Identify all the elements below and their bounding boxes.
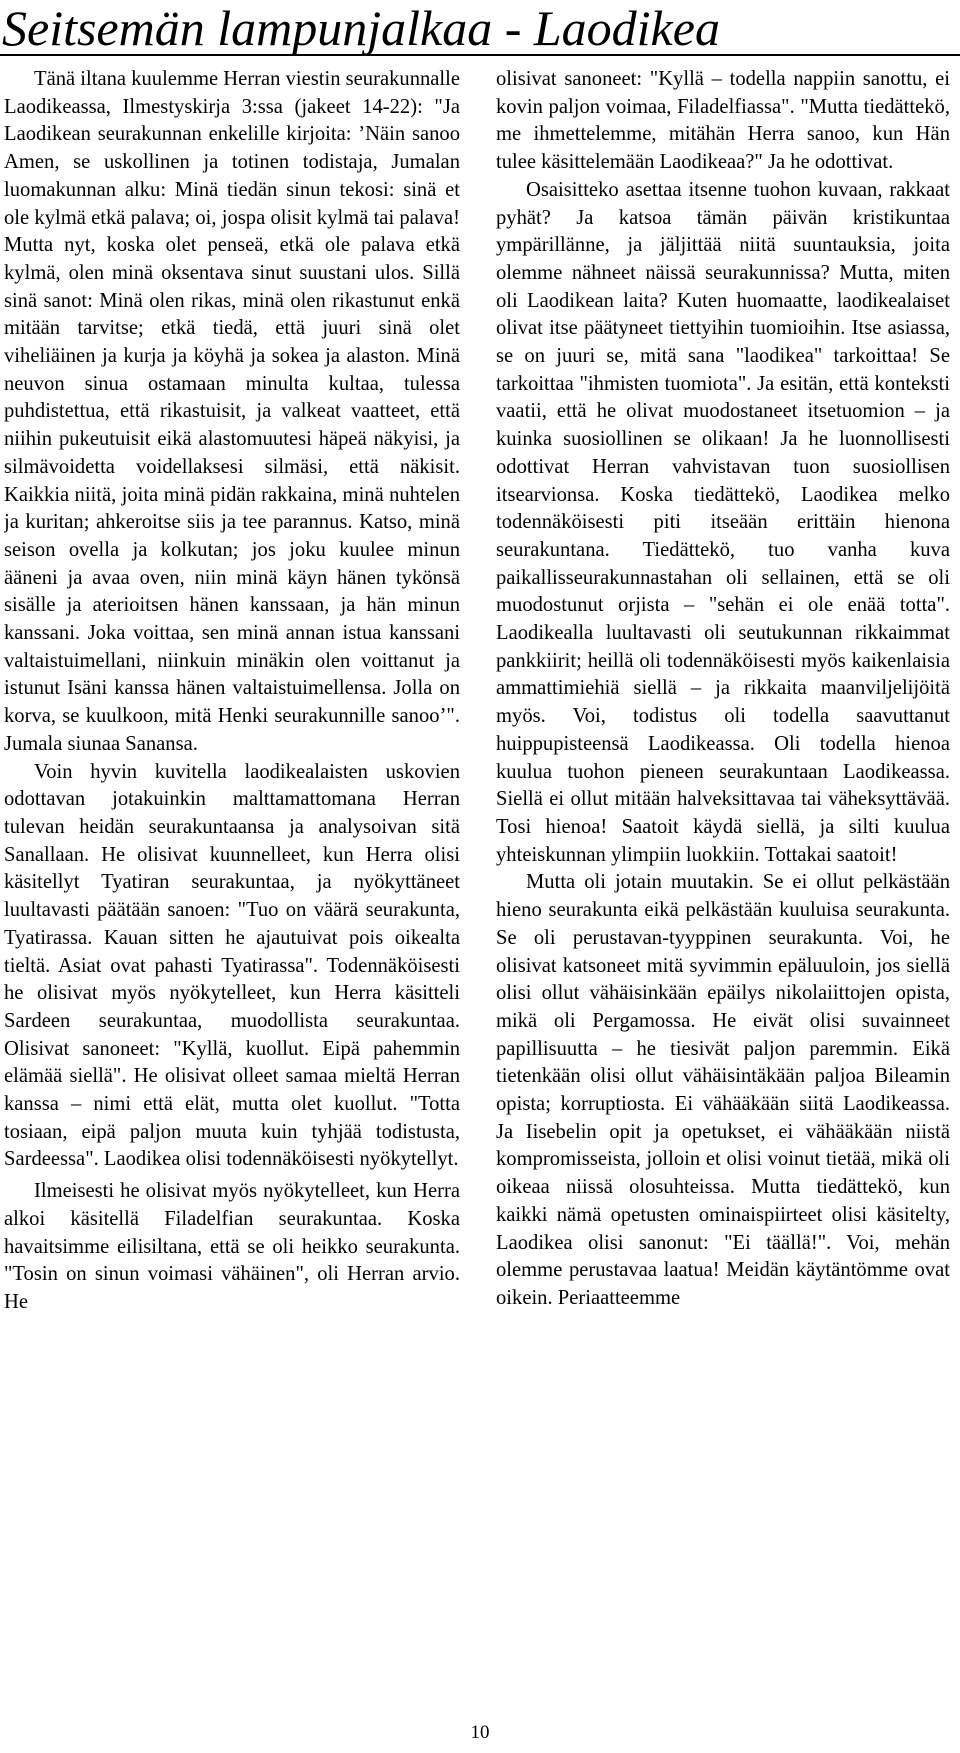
page-number: 10 (470, 1722, 490, 1743)
left-column (4, 66, 460, 1671)
paragraph: Mutta oli jotain muutakin. Se ei ollut pelkästään hieno seurakunta eikä pelkästään kuuluisa seurakunta. Se oli perustavan-tyyppinen seurakunta. Voi, he olisivat katsoneet mitä syvimmin epäluuloin, jos siellä olisi ollut vähäisinkään epäilys nikolaiittojen opista, mikä oli Pergamossa. He eivät olisi suvainneet papillisuutta – he tiesivät paljon paremmin. Eikä tietenkään olisi ollut vähäisintäkään paljoa Bileamin opista; korruptiosta. Ei vähääkään siitä Laodikeassa. Ja Iisebelin opit ja opetukset, ei vähääkään niistä kompromisseista, jolloin et olisi voinut tietää, mikä oli oikeaa niissä olosuhteissa. Mutta tiedättekö, kun kaikki nämä opetusten ominaispiirteet olisi käsitelty, Laodikea olisi sanonut: "Ei täällä!". Voi, mehän olemme perustavaa laatua! Meidän käytäntömme ovat oikein. Periaatteemme (496, 871, 950, 1309)
paragraph: Voin hyvin kuvitella laodikealaisten uskovien odottavan jotakuinkin malttamattomana Herran tulevan heidän seurakuntaansa ja analysoivan sitä Sanallaan. He olisivat kuunnelleet, kun Herra olisi käsitellyt Tyatiran seurakuntaa, ja nyökyttäneet luultavasti päätään sanoen: "Tuo on väärä seurakunta, Tyatirassa. Kauan sitten he ajautuivat pois oikealta tieltä. Asiat ovat pahasti Tyatirassa". Todennäköisesti he olisivat myös nyökytelleet, kun Herra käsitteli Sardeen seurakuntaa, muodollista seurakuntaa. Olisivat sanoneet: "Kyllä, kuollut. Eipä pahemmin elämää siellä". He olisivat olleet samaa mieltä Herran kanssa – nimi että elät, mutta olet kuollut. "Totta tosiaan, eipä paljon muuta kuin tyhjää todistusta, Sardeessa". Laodikea olisi todennäköisesti nyökytellyt. (4, 760, 460, 1171)
right-column (496, 66, 950, 1671)
paragraph: Ilmeisesti he olisivat myös nyökytelleet, kun Herra alkoi käsitellä Filadelfian seurakuntaa. Koska havaitsimme eilisiltana, että se oli heikko seurakunta. "Tosin on sinun voimasi vähäinen", oli Herran arvio. He (4, 1180, 460, 1313)
page-title: Seitsemän lampunjalkaa - Laodikea (2, 0, 720, 56)
title-rule (0, 54, 960, 56)
paragraph: Tänä iltana kuulemme Herran viestin seurakunnalle Laodikeassa, Ilmestyskirja 3:ssa (jakeet 14-22): "Ja Laodikean seurakunnan enkelille kirjoita: ’Näin sanoo Amen, se uskollinen ja totinen todistaja, Jumalan luomakunnan alku: Minä tiedän sinun tekosi: sinä et ole kylmä etkä palava; oi, jospa olisit kylmä tai palava! Mutta nyt, koska olet penseä, etkä ole palava etkä kylmä, olen minä oksentava sinut suustani ulos. Sillä sinä sanot: Minä olen rikas, minä olen rikastunut enkä mitään tarvitse; etkä tiedä, että juuri sinä olet viheliäinen ja kurja ja köyhä ja sokea ja alaston. Minä neuvon sinua ostamaan minulta kultaa, tulessa puhdistettua, että rikastuisit, ja valkeat vaatteet, että niihin pukeutuisit eikä alastomuutesi häpeä näkyisi, ja silmävoidetta voidellaksesi silmäsi, että näkisit. Kaikkia niitä, joita minä pidän rakkaina, minä nuhtelen ja kuritan; ahkeroitse siis ja tee parannus. Katso, minä seison ovella ja kolkutan; jos joku kuulee minun ääneni ja avaa oven, niin minä käyn hänen tykönsä sisälle ja aterioitsen hänen kanssaan, ja hän minun kanssani. Joka voittaa, sen minä annan istua kanssani valtaistuimellani, niinkuin minäkin olen voittanut ja istunut Isäni kanssa hänen valtaistuimellensa. Jolla on korva, se kuulkoon, mitä Henki seurakunnille sanoo’". Jumala siunaa Sanansa. (4, 68, 460, 755)
paragraph: olisivat sanoneet: "Kyllä – todella nappiin sanottu, ei kovin paljon voimaa, Filadelfiassa". "Mutta tiedättekö, me ihmettelemme, mitähän Herra sanoo, kun Hän tulee käsittelemään Laodikeaa?" Ja he odottivat. (496, 68, 950, 174)
paragraph: Osaisitteko asettaa itsenne tuohon kuvaan, rakkaat pyhät? Ja katsoa tämän päivän kristikuntaa ympärillänne, ja jäljittää niitä suuntauksia, joita olemme nähneet näissä seurakunnissa? Mutta, miten oli Laodikean laita? Kuten huomaatte, laodikealaiset olivat itse päätyneet tiettyihin tuomioihin. Itse asiassa, se on juuri se, mitä sana "laodikea" tarkoittaa! Se tarkoittaa "ihmisten tuomiota". Ja esitän, että konteksti vaatii, että he olivat muodostaneet itsetuomion – ja kuinka suosiollinen se olikaan! Ja he luonnollisesti odottivat Herran vahvistavan tuon suosiollisen itsearvionsa. Koska tiedättekö, Laodikea melko todennäköisesti piti itseään erittäin hienona seurakuntana. Tiedättekö, tuo vanha kuva paikallisseurakunnastahan oli sellainen, että se oli muodostunut orjista – "sehän ei ole enää totta". Laodikealla luultavasti oli seutukunnan rikkaimmat pankkiirit; heillä oli todennäköisesti myös kaikenlaisia ammattimiehiä siellä – ja rikkaita maanviljelijöitä myös. Voi, todistus oli todella saavuttanut huippupisteensä Laodikeassa. Oli todella hienoa kuulua tuohon pieneen seurakuntaan Laodikeassa. Siellä ei ollut mitään halveksittavaa tai väheksyttävää. Tosi hienoa! Saatoit käydä siellä, ja silti kuulua yhteiskunnan ylimpiin luokkiin. Tottakai saatoit! (496, 178, 950, 866)
